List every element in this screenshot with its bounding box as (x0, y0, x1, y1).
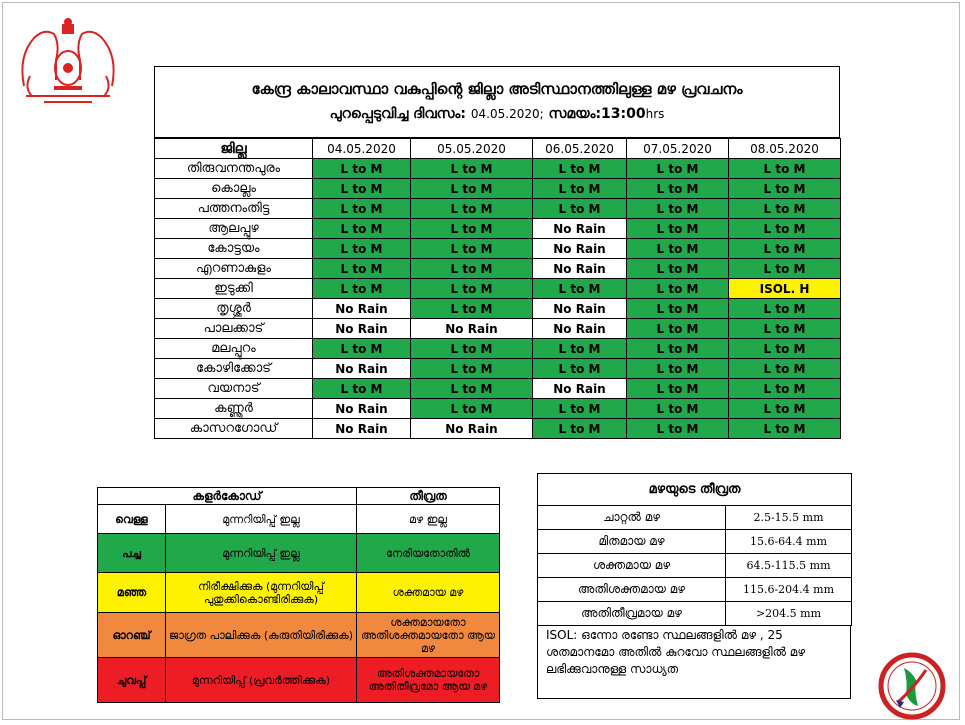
forecast-cell: L to M (313, 239, 411, 259)
date-column-header: 08.05.2020 (729, 139, 841, 159)
intensity-row (538, 602, 852, 626)
kerala-emblem-icon (14, 16, 122, 108)
time-value: 13:00 (601, 106, 646, 122)
forecast-cell: L to M (627, 259, 729, 279)
forecast-cell: L to M (411, 199, 533, 219)
district-name: കാസറഗോഡ് (155, 419, 313, 439)
district-row (155, 339, 841, 359)
date-column-header: 07.05.2020 (627, 139, 729, 159)
forecast-cell: L to M (411, 279, 533, 299)
time-label: സമയം: (548, 106, 602, 122)
forecast-cell: No Rain (411, 419, 533, 439)
district-name: കണ്ണൂർ (155, 399, 313, 419)
district-row (155, 179, 841, 199)
intensity-label: ശക്തമായ മഴ (538, 554, 726, 578)
legend-color-name: മഞ്ഞ (98, 573, 166, 613)
intensity-label: ചാറ്റൽ മഴ (538, 506, 726, 530)
legend-header-row (98, 488, 500, 505)
forecast-cell: L to M (313, 199, 411, 219)
forecast-cell: L to M (627, 299, 729, 319)
legend-meaning: നിരീക്ഷിക്കുക (മുന്നറിയിപ്പ് പുതുക്കികൊണ്ടിരിക്കുക) (166, 573, 357, 613)
forecast-cell: No Rain (533, 299, 627, 319)
forecast-cell: No Rain (533, 379, 627, 399)
intensity-range: 15.6-64.4 mm (726, 530, 852, 554)
legend-color-name: ഓറഞ്ച് (98, 613, 166, 658)
date-column-header: 06.05.2020 (533, 139, 627, 159)
forecast-cell: L to M (411, 159, 533, 179)
forecast-cell: L to M (533, 399, 627, 419)
intensity-range: 64.5-115.5 mm (726, 554, 852, 578)
forecast-cell: L to M (729, 399, 841, 419)
forecast-cell: L to M (533, 359, 627, 379)
district-name: മലപ്പുറം (155, 339, 313, 359)
forecast-cell: L to M (411, 399, 533, 419)
forecast-cell: L to M (729, 359, 841, 379)
forecast-cell: L to M (729, 199, 841, 219)
legend-intensity: നേരിയതോതിൽ (357, 534, 500, 573)
intensity-row (538, 554, 852, 578)
forecast-cell: L to M (627, 399, 729, 419)
forecast-cell: L to M (411, 179, 533, 199)
legend-color-name: പച്ച (98, 534, 166, 573)
time-unit: hrs (645, 107, 665, 121)
district-row (155, 219, 841, 239)
forecast-cell: No Rain (313, 319, 411, 339)
issued-date: 04.05.2020; (470, 107, 544, 121)
district-row (155, 299, 841, 319)
forecast-cell: L to M (533, 279, 627, 299)
forecast-cell: No Rain (533, 219, 627, 239)
forecast-cell: L to M (729, 419, 841, 439)
legend-row (98, 573, 500, 613)
legend-meaning: ജാഗ്രത പാലിക്കുക (കരുതിയിരിക്കുക) (166, 613, 357, 658)
forecast-cell: L to M (627, 159, 729, 179)
forecast-cell: L to M (411, 339, 533, 359)
forecast-cell: No Rain (313, 399, 411, 419)
district-name: കോഴിക്കോട് (155, 359, 313, 379)
district-name: കോട്ടയം (155, 239, 313, 259)
forecast-cell: L to M (627, 219, 729, 239)
forecast-cell: L to M (627, 199, 729, 219)
forecast-cell: L to M (729, 219, 841, 239)
forecast-cell: L to M (313, 379, 411, 399)
forecast-cell: L to M (627, 279, 729, 299)
forecast-cell: L to M (627, 319, 729, 339)
district-row (155, 199, 841, 219)
district-name: ഇടുക്കി (155, 279, 313, 299)
district-row (155, 239, 841, 259)
district-name: കൊല്ലം (155, 179, 313, 199)
date-column-header: 05.05.2020 (411, 139, 533, 159)
forecast-cell: No Rain (313, 359, 411, 379)
district-column-header: ജില്ല (155, 139, 313, 159)
district-row (155, 159, 841, 179)
forecast-header-row (155, 139, 841, 159)
page-title: കേന്ദ്ര കാലാവസ്ഥാ വകുപ്പിന്റെ ജില്ലാ അടിസ്ഥാനത്തിലുള്ള മഴ പ്രവചനം (251, 80, 743, 98)
district-name: തൃശ്ശൂർ (155, 299, 313, 319)
forecast-cell: L to M (627, 239, 729, 259)
forecast-cell: No Rain (313, 419, 411, 439)
forecast-cell: L to M (729, 159, 841, 179)
forecast-cell: L to M (313, 279, 411, 299)
district-row (155, 399, 841, 419)
date-column-header: 04.05.2020 (313, 139, 411, 159)
forecast-cell: No Rain (533, 239, 627, 259)
intensity-range: 2.5-15.5 mm (726, 506, 852, 530)
forecast-cell: L to M (729, 319, 841, 339)
forecast-cell: L to M (729, 339, 841, 359)
district-name: പാലക്കാട് (155, 319, 313, 339)
legend-meaning: മുന്നറിയിപ്പ് ഇല്ല (166, 505, 357, 534)
legend-intensity: അതിശക്തമായതോ അതിതീവ്രമോ ആയ മഴ (357, 658, 500, 703)
rain-intensity-table (537, 473, 852, 626)
forecast-cell: L to M (411, 259, 533, 279)
forecast-cell: L to M (627, 339, 729, 359)
issued-info (155, 106, 839, 122)
legend-intensity: ശക്തമായ മഴ (357, 573, 500, 613)
legend-row (98, 658, 500, 703)
legend-intensity: ശക്തമായതോ അതിശക്തമായതോ ആയ മഴ (357, 613, 500, 658)
intensity-title-row (538, 474, 852, 506)
district-name: ആലപ്പുഴ (155, 219, 313, 239)
district-name: പത്തനംതിട്ട (155, 199, 313, 219)
forecast-cell: No Rain (533, 319, 627, 339)
forecast-cell: L to M (313, 179, 411, 199)
forecast-cell: No Rain (411, 319, 533, 339)
district-name: എറണാകുളം (155, 259, 313, 279)
forecast-cell: L to M (411, 359, 533, 379)
forecast-cell: L to M (729, 299, 841, 319)
legend-row (98, 505, 500, 534)
forecast-cell: L to M (627, 379, 729, 399)
forecast-cell: L to M (533, 199, 627, 219)
forecast-cell: ISOL. H (729, 279, 841, 299)
forecast-cell: L to M (627, 419, 729, 439)
district-row (155, 379, 841, 399)
forecast-cell: L to M (627, 359, 729, 379)
disaster-management-logo-icon (878, 652, 946, 720)
district-row (155, 359, 841, 379)
intensity-title: മഴയുടെ തീവ്രത (538, 474, 852, 506)
intensity-row (538, 578, 852, 602)
forecast-cell: L to M (411, 299, 533, 319)
forecast-cell: L to M (729, 239, 841, 259)
district-row (155, 319, 841, 339)
forecast-cell: L to M (313, 219, 411, 239)
district-row (155, 279, 841, 299)
legend-color-name: വെള്ള (98, 505, 166, 534)
legend-row (98, 534, 500, 573)
forecast-cell: L to M (313, 339, 411, 359)
forecast-table (154, 138, 841, 439)
forecast-cell: L to M (729, 259, 841, 279)
forecast-cell: L to M (627, 179, 729, 199)
legend-row (98, 613, 500, 658)
issued-label: പുറപ്പെടുവിച്ച ദിവസം: (329, 106, 467, 122)
forecast-cell: L to M (729, 179, 841, 199)
legend-intensity: മഴ ഇല്ല (357, 505, 500, 534)
intensity-label: മിതമായ മഴ (538, 530, 726, 554)
forecast-header (154, 66, 840, 138)
forecast-cell: L to M (313, 259, 411, 279)
legend-meaning: മുന്നറിയിപ്പ് (പ്രവർത്തിക്കുക) (166, 658, 357, 703)
intensity-range: 115.6-204.4 mm (726, 578, 852, 602)
forecast-cell: L to M (533, 159, 627, 179)
forecast-cell: No Rain (533, 259, 627, 279)
district-name: വയനാട് (155, 379, 313, 399)
forecast-cell: L to M (411, 219, 533, 239)
intensity-row (538, 506, 852, 530)
forecast-cell: L to M (533, 339, 627, 359)
forecast-cell: L to M (729, 379, 841, 399)
legend-intensity-header: തീവ്രത (357, 488, 500, 505)
forecast-cell: L to M (313, 159, 411, 179)
intensity-label: അതിതീവ്രമായ മഴ (538, 602, 726, 626)
intensity-range: >204.5 mm (726, 602, 852, 626)
forecast-cell: L to M (411, 379, 533, 399)
isol-note: ISOL: ഒന്നോ രണ്ടോ സ്ഥലങ്ങളിൽ മഴ , 25 ശതമാനമോ അതിൽ കുറവോ സ്ഥലങ്ങളിൽ മഴ ലഭിക്കുവാനുള്ള സാധ്യത (537, 625, 851, 699)
intensity-label: അതിശക്തമായ മഴ (538, 578, 726, 602)
forecast-cell: L to M (411, 239, 533, 259)
forecast-cell: L to M (533, 179, 627, 199)
legend-color-name: ചുവപ്പ് (98, 658, 166, 703)
forecast-cell: No Rain (313, 299, 411, 319)
district-row (155, 259, 841, 279)
district-row (155, 419, 841, 439)
legend-code-header: കളർകോഡ് (98, 488, 357, 505)
color-code-legend (97, 487, 500, 703)
legend-meaning: മുന്നറിയിപ്പ് ഇല്ല (166, 534, 357, 573)
district-name: തിരുവനന്തപുരം (155, 159, 313, 179)
intensity-row (538, 530, 852, 554)
forecast-cell: L to M (533, 419, 627, 439)
